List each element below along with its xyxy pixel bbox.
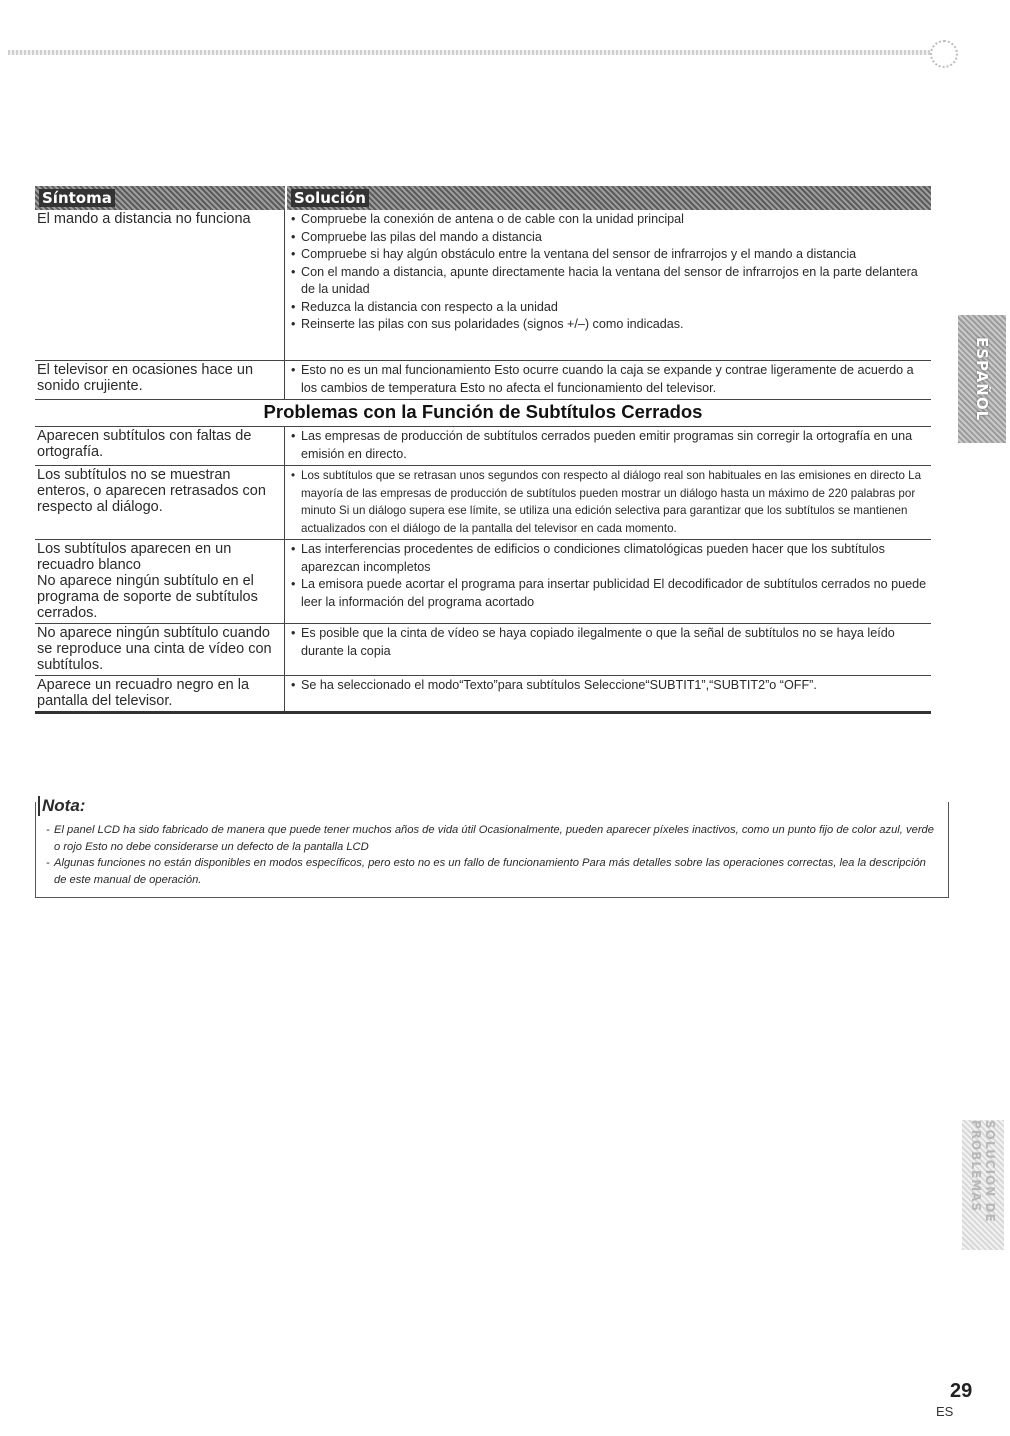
section-side-tab	[962, 1120, 1004, 1250]
table-row	[35, 624, 931, 676]
solution-cell	[285, 361, 931, 399]
table-row	[35, 427, 931, 466]
table-row	[35, 466, 931, 540]
symptom-cell: Los subtítulos no se muestran enteros, o aparecen retrasados con respecto al diálogo.	[35, 466, 285, 539]
solution-cell	[285, 676, 931, 711]
solution-item: • La emisora puede acortar el programa para insertar publicidad El decodificador de subtítulos cerrados no puede leer la información del programa acortado	[301, 576, 927, 611]
solution-cell	[285, 624, 931, 675]
solution-cell	[285, 210, 931, 360]
symptom-text: No aparece ningún subtítulo en el programa de soporte de subtítulos cerrados.	[37, 573, 258, 621]
header-symptom: Síntoma	[39, 189, 115, 207]
symptom-cell: El televisor en ocasiones hace un sonido crujiente.	[35, 361, 285, 399]
solution-item: • Compruebe las pilas del mando a distancia	[301, 229, 927, 247]
symptom-cell: Aparecen subtítulos con faltas de ortografía.	[35, 427, 285, 465]
solution-item: • Compruebe la conexión de antena o de cable con la unidad principal	[301, 211, 927, 229]
note-box	[35, 796, 949, 898]
section-side-tab-label: SOLUCIÓN DE PROBLEMAS	[969, 1120, 997, 1223]
symptom-cell: Aparece un recuadro negro en la pantalla del televisor.	[35, 676, 285, 711]
table-row	[35, 210, 931, 361]
language-side-tab	[958, 315, 1006, 443]
solution-item: • Los subtítulos que se retrasan unos segundos con respecto al diálogo real son habituales en las emisiones en directo La mayoría de las empresas de producción de subtítulos pueden mostrar un diálogo hasta un máximo de 220 palabras por minuto Si un diálogo supera ese límite, se utiliza una edición selectiva para garantizar que los subtítulos se mantienen actualizados con el diálogo de la pantalla del televisor en cada momento.	[301, 467, 927, 537]
symptom-text: Los subtítulos aparecen en un recuadro blanco	[37, 541, 232, 573]
language-side-tab-label: ESPAÑOL	[973, 336, 991, 422]
page-language-code: ES	[936, 1404, 954, 1419]
solution-cell	[285, 540, 931, 623]
troubleshooting-table	[35, 186, 931, 714]
note-title: Nota:	[38, 796, 89, 816]
header-solution: Solución	[291, 189, 369, 207]
solution-item: • Compruebe si hay algún obstáculo entre la ventana del sensor de infrarrojos y el mando a distancia	[301, 246, 927, 264]
solution-item: • Con el mando a distancia, apunte directamente hacia la ventana del sensor de infrarrojos en la parte delantera de la unidad	[301, 264, 927, 299]
solution-item: • Esto no es un mal funcionamiento Esto ocurre cuando la caja se expande y contrae ligeramente de acuerdo a los cambios de temperatura Esto no afecta el funcionamiento del televisor.	[301, 362, 927, 397]
circle-ornament-icon	[930, 40, 958, 68]
note-item: - El panel LCD ha sido fabricado de manera que puede tener muchos años de vida útil Ocasionalmente, pueden aparecer píxeles inactivos, como un punto fijo de color azul, verde o rojo Esto no debe considerarse un defecto de la pantalla LCD	[54, 822, 940, 855]
table-header	[35, 186, 931, 210]
page-number: 29	[950, 1380, 973, 1402]
solution-item: • Reduzca la distancia con respecto a la unidad	[301, 299, 927, 317]
solution-cell	[285, 427, 931, 465]
top-decorative-rule	[8, 50, 938, 55]
solution-cell	[285, 466, 931, 539]
solution-item: • Las empresas de producción de subtítulos cerrados pueden emitir programas sin corregir la ortografía en una emisión en directo.	[301, 428, 927, 463]
symptom-cell: No aparece ningún subtítulo cuando se reproduce una cinta de vídeo con subtítulos.	[35, 624, 285, 675]
note-item: - Algunas funciones no están disponibles en modos específicos, pero esto no es un fallo de funcionamiento Para más detalles sobre las operaciones correctas, lea la descripción de este manual de operación.	[54, 855, 940, 888]
solution-item: • Se ha seleccionado el modo“Texto”para subtítulos Seleccione“SUBTIT1”,“SUBTIT2”o “OFF”.	[301, 677, 927, 695]
solution-item: • Es posible que la cinta de vídeo se haya copiado ilegalmente o que la señal de subtítulos no se haya leído durante la copia	[301, 625, 927, 660]
symptom-cell: El mando a distancia no funciona	[35, 210, 285, 360]
section-title: Problemas con la Función de Subtítulos Cerrados	[35, 400, 931, 427]
symptom-cell	[35, 540, 285, 623]
table-row	[35, 361, 931, 400]
table-row	[35, 540, 931, 624]
solution-item: • Las interferencias procedentes de edificios o condiciones climatológicas pueden hacer que los subtítulos aparezcan incompletos	[301, 541, 927, 576]
table-row	[35, 676, 931, 714]
solution-item: • Reinserte las pilas con sus polaridades (signos +/–) como indicadas.	[301, 316, 927, 334]
